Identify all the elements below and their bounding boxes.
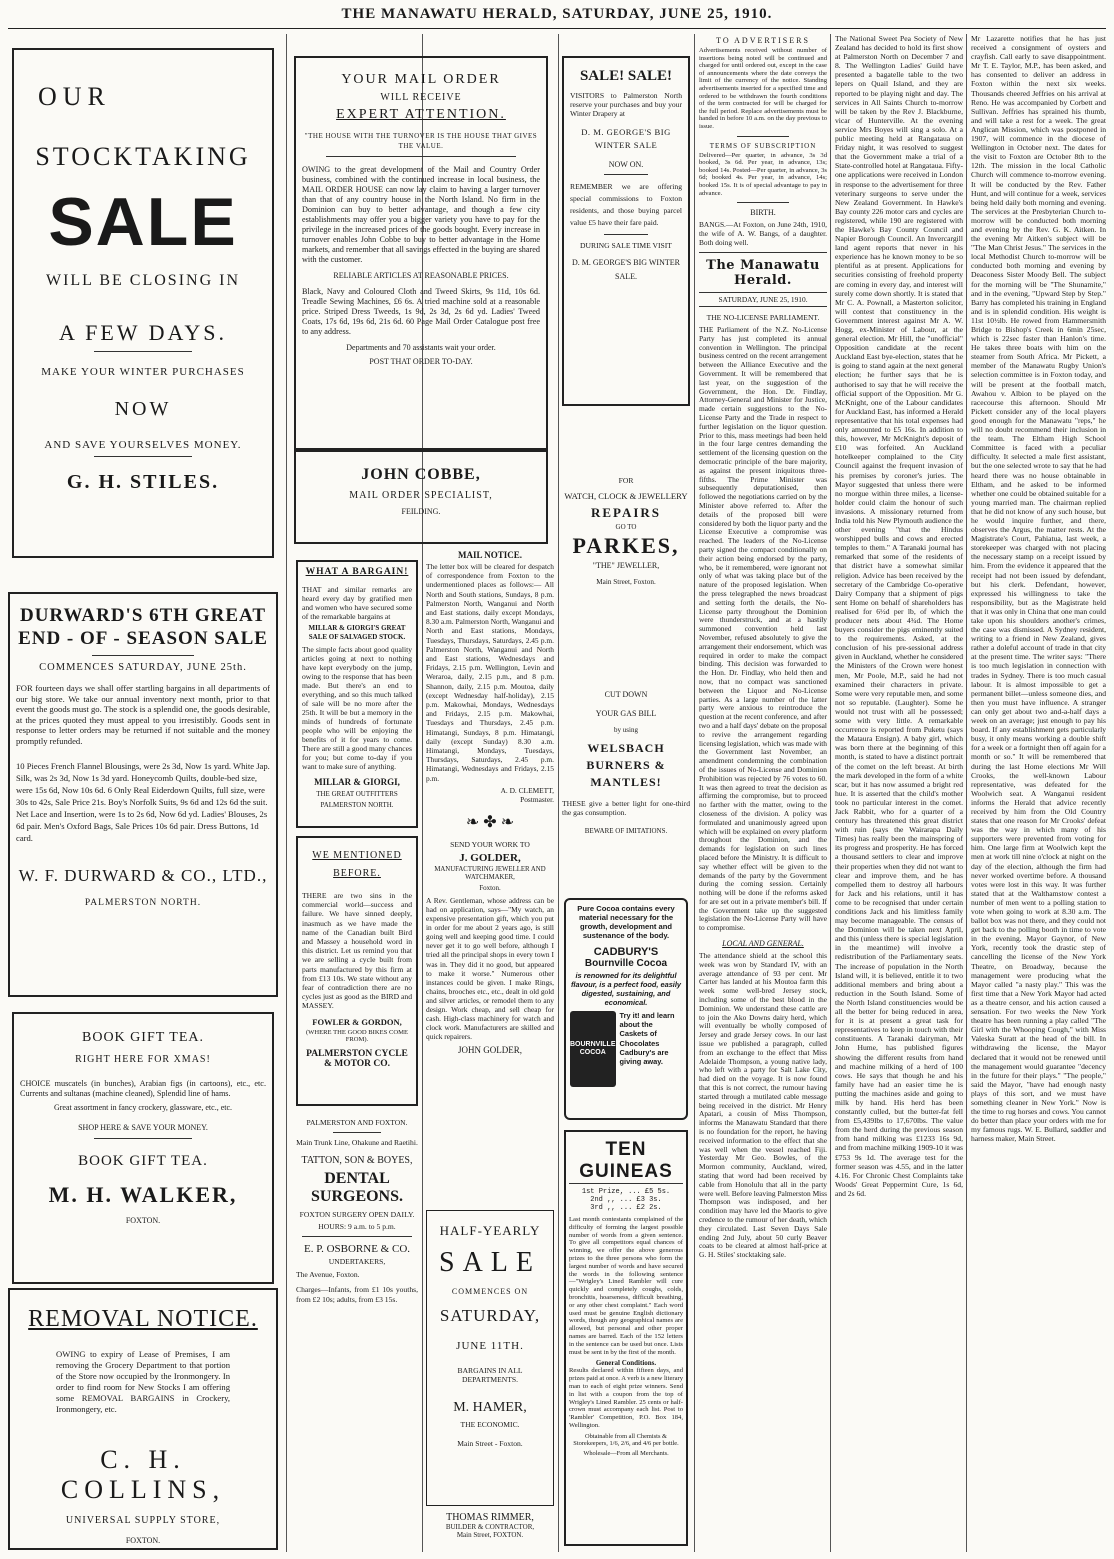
cobbe-body: OWING to the great development of the Mail and Country Order business, combined with the continued increase in local business, the MAIL ORDER HOUSE can now lay claim to having a larger turnover than that of any country house in the North Island. No firm in the Dominion can buy to better advantage, and though a few city establishments may offer you a bigger variety you have to pay for the privilege in the increased prices of the goods bought. Every increase in turnover enables John Cobbe to buy to better advantage in the Home markets, and remember that all savings effected in the buying are shared with the customer.: [302, 165, 540, 264]
parkes-for: FOR: [618, 476, 634, 485]
cobbe-foot: Departments and 70 assistants wait your order.: [346, 343, 496, 352]
subscription-title: TERMS OF SUBSCRIPTION: [709, 141, 817, 150]
cadbury-name: CADBURY'S: [593, 946, 659, 958]
column-divider: [694, 34, 695, 1552]
cobbe-heading-3: EXPERT ATTENTION.: [336, 107, 506, 122]
hamer-t3: COMMENCES ON: [451, 1287, 529, 1296]
cobbe-items: Black, Navy and Coloured Cloth and Tweed Skirts, 9s 11d, 10s 6d. Treadle Sewing Machines, £6 6s. A tried machine sold at a reasonable price. Striped Dress Tweeds, 1s 9d, 2s 3d, 2s 6d yd. Ladies' Tweed Coats, 17s 6d, 19s 6d, 21s 6d. 60 Page Mail Order Catalogue post free to any address.: [302, 287, 540, 336]
stiles-our: OUR: [38, 82, 111, 111]
hamer-addr: Main Street - Foxton.: [457, 1439, 523, 1448]
golder-body: A Rev. Gentleman, whose address can be had on application, says—"My watch, an expensive presentation gift, which you put in order for me about 2 years ago, is still going well and keeping good time. I could never get it to go well before, although I tried all the principal shops in every town I was in. They did it no good, but appeared to make it worse." Numerous other instances could be given. I make Rings, chains, brooches etc., etc., dealt in old gold and silver articles, or remodel them to any design. Work cheap, and sell cheap for cash. High-class machinery for watch and clock work. Manufacturers are skilled and quick repairers.: [426, 895, 554, 1042]
guineas-body-2: Results declared within fifteen days, and prizes paid at once. A verb is a new literary man to each of eight prize winners. Send in list with a coupon from the top of Wrigley's Lined Rambler. 25 cents or half-crown must accompany each list. Post to 'Rambler' Competition, P.O. Box 184, Wellington.: [569, 1367, 683, 1429]
stiles-save: AND SAVE YOURSELVES MONEY.: [44, 439, 242, 451]
walker-xmas: RIGHT HERE FOR XMAS!: [75, 1054, 211, 1065]
cocoa-tin-icon: [570, 1011, 616, 1087]
divider: [326, 156, 516, 157]
cadbury-body: is renowned for its delightful flavour, is a perfect food, easily digested, sustaining, and economical.: [570, 971, 682, 1007]
golder-heading: SEND YOUR WORK TO: [450, 839, 530, 849]
hamer-sub: THE ECONOMIC.: [460, 1420, 520, 1429]
guineas-foot-2: Wholesale—From all Merchants.: [583, 1449, 669, 1457]
collins-ad: [8, 1288, 278, 1550]
rimmer-sub: BUILDER & CONTRACTOR,: [445, 1523, 535, 1531]
durward-town: PALMERSTON NORTH.: [84, 898, 202, 908]
george-ad: [562, 56, 690, 406]
guineas-prize-2: 2nd ,, ... £3 3s.: [590, 1196, 662, 1204]
millar-title: WHAT A BARGAIN!: [305, 567, 409, 577]
column-3-lower: [296, 1112, 418, 1552]
dental-head: PALMERSTON AND FOXTON.: [306, 1118, 408, 1127]
cobbe-mail-order-ad: [294, 56, 548, 450]
durward-firm: W. F. DURWARD & CO., LTD.,: [18, 866, 268, 885]
george-body-2: REMEMBER we are offering special commissions to Foxton residents, and those buying parcel value £5 have their fare paid.: [570, 182, 682, 227]
rimmer-addr: Main Street, FOXTON.: [456, 1531, 524, 1539]
welsbach-ad: [562, 690, 690, 890]
walker-title-2: BOOK GIFT TEA.: [78, 1153, 208, 1169]
welsbach-foot: BEWARE OF IMITATIONS.: [584, 827, 668, 835]
cobbe-address-ad: [294, 450, 548, 544]
ornament-icon: ❧ ✤ ❧: [465, 813, 515, 831]
hamer-ad: [426, 1210, 554, 1506]
guineas-prize-3: 3rd ,, ... £2 2s.: [590, 1204, 662, 1212]
osborne-name: E. P. OSBORNE & CO.: [303, 1243, 411, 1255]
divider: [92, 655, 194, 656]
cobbe-subhead: RELIABLE ARTICLES AT REASONABLE PRICES.: [333, 271, 509, 280]
millar-firm: MILLAR & GIORGI,: [314, 777, 400, 787]
welsbach-t3: by using: [614, 726, 638, 734]
divider: [604, 234, 649, 235]
local-title: LOCAL AND GENERAL.: [722, 939, 804, 949]
paper-date: SATURDAY, JUNE 25, 1910.: [699, 292, 827, 307]
cobbe-slogan: "THE HOUSE WITH THE TURNOVER IS THE HOUSE THAT GIVES THE VALUE.: [304, 132, 538, 150]
column-8: [971, 34, 1106, 1552]
welsbach-t4: WELSBACH BURNERS & MANTLES!: [586, 741, 666, 789]
hamer-t2: SALE: [439, 1247, 541, 1278]
millar-sub: THE GREAT OUTFITTERS: [316, 790, 398, 798]
walker-title: BOOK GIFT TEA.: [82, 1030, 204, 1045]
guineas-h2: General Conditions.: [595, 1359, 657, 1368]
parkes-ad: [562, 476, 690, 616]
cycle-firm: FOWLER & GORDON,: [312, 1016, 402, 1027]
golder-name: J. GOLDER,: [459, 851, 521, 864]
welsbach-t2: YOUR GAS BILL: [595, 709, 657, 718]
cycle-name: PALMERSTON CYCLE & MOTOR CO.: [306, 1048, 408, 1069]
parkes-sub: "THE" JEWELLER,: [592, 561, 660, 570]
george-title: SALE! SALE!: [579, 68, 673, 84]
mail-notice-body: The letter box will be cleared for despatch of correspondence from Foxton to the undermentioned places as follows:— All North and South stations, Sundays, 8 p.m. Palmerston North, Wanganui and North and East stations, daily except Mondays, 8.30 a.m. Palmerston North, Wanganui and North and East stations, Mondays, Tuesdays, Thursdays, Saturdays, 2.45 p.m. Palmerston North, Wanganui and North and East stations, Wednesdays and Fridays, 2.15 p.m. Wellington, Levin and Weraroa, daily, 2.15 p.m., and 8 p.m. Shannon, daily, 2.15 p.m. Moutoa, daily (except Wednesday half-holiday), 2.15 p.m. Makowhai, Mondays, Wednesdays and Fridays, 2.15 p.m. Makowhai, Tuesdays and Thursdays, 2.45 p.m. Himatangi, Sundays, 8 p.m. Himatangi, daily (except Sunday) 8.30 a.m. Himatangi, Mondays, Tuesdays, Thursdays, Saturdays, 2.45 p.m. Himatangi, Wednesdays and Fridays, 2.15 p.m.: [426, 562, 554, 783]
mail-notice-title: MAIL NOTICE.: [457, 550, 522, 560]
guineas-foot: Obtainable from all Chemists & Storekeepers, 1/6, 2/6, and 4/6 per bottle.: [573, 1432, 679, 1448]
golder-town: Foxton.: [479, 883, 501, 892]
dental-sub: FOXTON SURGERY OPEN DAILY.: [299, 1210, 415, 1219]
parkes-go: GO TO: [615, 523, 637, 531]
walker-body: CHOICE muscatels (in bunches), Arabian figs (in cartoons), etc., etc. Currents and sultanas (machine cleaned), Splendid line of hams.: [20, 1079, 266, 1098]
divider: [737, 202, 788, 203]
stiles-few-days: A FEW DAYS.: [58, 320, 228, 345]
cobbe-title: MAIL ORDER SPECIALIST,: [349, 490, 493, 501]
cycle-sub: (WHERE THE GOOD BIKES COME FROM).: [305, 1028, 409, 1043]
george-visit: DURING SALE TIME VISIT: [580, 241, 672, 250]
rimmer-ad: [426, 1512, 554, 1552]
advertisers-body: Advertisements received without number of insertions being noted will be continued and charged for until ordered out, except in the case of announcements where the date conveys the limit of the currency of the notice. Standing advertisements inserted for a specified time and ordered to be withdrawn the fourth conditions of the term contracted for will be charged for the full period. Replace advertisements must be handed in before 10 a.m. on the day previous to issue.: [699, 47, 827, 130]
walker-crockery: Great assortment in fancy crockery, glassware, etc., etc.: [53, 1103, 233, 1112]
hamer-t4: SATURDAY,: [439, 1306, 541, 1325]
masthead: THE MANAWATU HERALD, SATURDAY, JUNE 25, 1910.: [341, 6, 773, 22]
divider: [604, 174, 649, 175]
cobbe-town: FEILDING.: [401, 507, 441, 516]
stiles-now: NOW: [114, 398, 172, 420]
editorial-body: THE Parliament of the N.Z. No-License Party has just completed its annual convention in Wellington. The principal business centred on the recent arrangement between the Alliance Executive and the Government. It will be remembered that last year, on the suggestion of the Government, the Hon. Dr. Findlay, Attorney-General and Minister for Justice, made certain suggestions to the No-License Party and the Trade in respect to further legislation on the liquor question. Prior to this, mass meetings had been held in the four large centres demanding the settlement of the licensing question on the democratic principle of the bare majority, as against the present iniquitous three-fifths. The Prime Minister was subsequently deputationised, then followed the negotiations carried on by the Minister above referred to. After the details of the proposed bill were considered by both the liquor party and the License Executive a compromise was reached. The leaders of the No-License party signed the compact conditionally on their action being endorsed by the party, who, be it remembered, were ignorant not only of what was taking place but of the nature of the proposed legislation. When the press telegraphed the news broadcast and setting forth the details, the No-License party throughout the Dominion were thunderstruck, and at a hastily summoned convention held last November, refused absolutely to give the arrangement their endorsement, which was required in order to make the compact binding. This decision was forwarded to the Hon. Dr. Findlay, who held then and now, that no compact was sanctioned between the Liquor and No-License parties. As a large number of the latter party were anxious to reintroduce the question at the recent conference, and after two and a half days' debate on the proposal to revive the arrangement regarding licensing legislation, which was made with the Government last November, an amendment condemning the combination of the issues of No-License and Dominion Prohibition was rejected by 76 votes to 60. It was then agreed to treat the decision as affirming the compromise, but to proceed no farther with the matter, owing to the closeness of the division. A policy was formulated and unanimously agreed upon which will be explained on every platform throughout the Dominion, and the demands for legislation on such lines placed before the Ministry. It is difficult to say whether effect will be given to the demands of the party by the Government during the coming session. Certainly nothing will be done if the reforms asked for are set out in a private member's bill. If the Government take up the suggested legislation the No-License Party will have to compromise.: [699, 325, 827, 933]
column-divider: [966, 34, 967, 1552]
column-divider: [558, 34, 559, 1552]
osborne-body: Charges—Infants, from £1 10s youths, from £2 10s; adults, from £3 15s.: [296, 1285, 418, 1304]
mail-notice-role: Postmaster.: [520, 794, 554, 804]
editorial-title: THE NO-LICENSE PARLIAMENT.: [706, 313, 820, 323]
millar-body-2: The simple facts about good quality articles going at next to nothing have kept everybody on the jump, owing to the response that has been made. But there's an end to everything, and so this much talked of sale will be no more after the 25th. It will be but a memory in the minds of hundreds of fortunate people who will be enjoying the benefits of it for years to come. There are still a good many chances for you; but come to-day if you want to make sure of anything.: [302, 645, 412, 771]
cadbury-ad: [564, 898, 688, 1120]
cadbury-product: Bournville Cocoa: [584, 958, 668, 969]
palmerston-cycle-ad: [296, 836, 418, 1106]
george-now-on: NOW ON.: [608, 160, 644, 169]
stiles-name: G. H. STILES.: [66, 471, 220, 493]
local-body: The attendance shield at the school this week was won by Standard IV, with an average attendance of 93 per cent. Mr Carter has landed at his Moutoa farm this week some well-bred Jersey stock, including some of the best blood in the Dominion. We understand these cattle are to join the Ako Downs dairy herd, which will eventually be wholly composed of Jersey and grade Jersey cows. In our last issue we published a paragraph, culled from an exchange to the effect that Miss Adelaide Thompson, a young native lady, who left with a party for Salt Lake City, had died on the voyage. It is now found that this is not correct, the rumour having started through a mutilated cable message being received in the district. Mr Henry Apatari, a cousin of Miss Thompson, informs the Manawatu Standard that there is no foundation for the report, he having received information to the effect that she was well when the vessel reached Fiji. Yesterday Mr Geo. Bowles, of the Mormon community, Auckland, wired, stating that word had been received by cable from Honolulu that all in the party were well. Before leaving Palmerston Miss Thompson was indisposed, and her condition may have led the Maoris to give credence to the rumour of her death, which they circulated. Last Seven Days Sale ending 2nd July, about 50 curly Beaver coats to be cleared at almost half-price at G. H. Stiles' stocktaking sale.: [699, 951, 827, 1260]
parkes-addr: Main Street, Foxton.: [596, 578, 656, 586]
cadbury-head: Pure Cocoa contains every material necessary for the growth, development and sustenance of the body.: [577, 904, 675, 940]
cocoa-tin-label: BOURNVILLE COCOA: [570, 1041, 616, 1056]
cobbe-heading-1: YOUR MAIL ORDER: [341, 72, 501, 87]
birth-title: BIRTH.: [750, 208, 776, 218]
osborne-addr: The Avenue, Foxton.: [296, 1270, 360, 1279]
rimmer-name: THOMAS RIMMER,: [446, 1512, 534, 1523]
hamer-t6: BARGAINS IN ALL DEPARTMENTS.: [457, 1366, 523, 1384]
dental-firm: TATTON, SON & BOYES,: [301, 1155, 413, 1166]
birth-body: BANGS.—At Foxton, on June 24th, 1910, the wife of A. W. Bangs, of a daughter. Both doing well.: [699, 220, 827, 248]
stiles-sale: SALE: [48, 184, 238, 260]
welsbach-t1: CUT DOWN: [604, 690, 648, 699]
col7-news: Mr Lazarette notifies that he has just received a consignment of oysters and crayfish. Call early to save disappointment. Mr T. E. Taylor, M.P., has been asked, and has consented to deliver an address in Foxton within the next six weeks. Thousands cheered Jeffries on his arrival at Reno. He was accompanied by Corbett and Sullivan. Jeffries has sprained his thumb, and will take a rest for a week. The great Anglican Mission, which was postponed in 1907, will commence in the diocese of Wellington in October next. The dates for the visit to Foxton are October 8th to the 12th. The mission in the local Catholic Church will commence to-morrow evening. It will be conducted by the Rev. Father Hunt, and will continue for a week, services being held daily both morning and evening. The services at the Presbyterian Church to-morrow will be conducted both morning and evening by the Rev. G. K. Aitken. In the evening Mr Aitken's subject will be "The Man Christ Jesus." The services in the local Methodist Church to-morrow will be conducted both morning and evening by Deaconess Sister Moody Bell. The subject for the morning will be "The Shunamite," and in the evening, "Upward Step by Step." Barry has completed his training in England and is in splendid condition. His weight is 11st 10½lb. He rowed from Hammersmith Bridge to Bishop's Creek in 6min 25sec, which is 22sec faster than Hanlon's time. He takes three boats with him on the steamer from South Africa. Mr Pickett, a member of the Manawatu Rugby Union's selection committee is in Foxton today, and will be present at the football match, Awahou v. Albion to be played on the racecourse this afternoon. Should Mr Pickett consider any of the local players good enough for the Manawatu "reps," he will no doubt recommend their inclusion in the team. The Eltham High School Committee is faced with a peculiar difficulty. It selected a male first assistant, but the one selected wrote to say that he had heard there was no house obtainable in Eltham, and he asked to be informed whether one could be obtained suitable for a young married man. The chairman replied that he did not know of any such house, but he would inquire further, and there, observes the Argus, the matter rests. At the Magistrate's Court, Pahiatua, last week, a storekeeper was charged with not placing the necessary stamp on a receipt issued by him. From the evidence it appeared that the receipt had not been issued by defendant, but his clerk. Defendant, however, expressed his willingness to take the responsibility, but as the Magistrate held that it was only in China that one man could take upon his shoulders another's crimes, the case was dismissed. A Sydney resident, writing to a friend in New Zealand, gives rather a doleful account of trade in that city at the present time. The writer says: "There is too much legislation in connection with trades in Sydney. There is too much casual labour. It is almost impossible to get a permanent billet—unless someone dies, and then you must have influence. A stranger can only get about two and-a-half days a week on an average; just enough to pay his board. If any establishment gets particularly busy, it only means working a double shift for a week or a fortnight then off again for a month or so." It will be remembered that during the last Home elections Mr Will Crooks, the well-known Labour representative, was defeated for the Woolwich seat. A Wanganui resident informs the Herald that advice recently received by him from the Old Country states that one reason for Mr Crooks' defeat was the way in which many of his supporters were prevented from voting for him. One large firm at Woolwich kept the men at work till nine o'clock at night on the day of the election, although the firm had never worked overtime before. A thousand votes were lost in this way. It was further stated that at the Walthamstow contest a number of men went to a polling station to vote when going to work at 8.30 a.m. The ballot box was not there, and they could not get back to the polling booth in time to vote in the evening. Mayor Gaynor, of New York, recently took the drastic step of cancelling the license of the New York Theatre, on Broadway, because the management were producing what the Mayor called "a nasty play." This was the first time that a New York Mayor had acted as a theatre censor, and his action caused a sensation. For two weeks the New York theatre has been running a play called "The Girl with the Whooping Cough," with Miss Valeska Suratt at the head of the bill. In withdrawing the license, the Mayor declared that it would not be renewed until the management would guarantee "decency in the future for their plays." "The people," said the Mayor, "have had enough nasty plays of this sort, and we must have something cleaner in New York." Now is the time to rug horses and cows. You cannot do better than place your orders with me for my famous rugs. W. E. Bullard, saddler and harness maker, Main Street.: [971, 34, 1106, 1144]
divider: [94, 456, 192, 457]
golder-sub: MANUFACTURING JEWELLER AND WATCHMAKER,: [434, 865, 546, 881]
stiles-stocktaking: STOCKTAKING: [35, 142, 251, 171]
cobbe-post: POST THAT ORDER TO-DAY.: [369, 357, 473, 366]
cycle-title: WE MENTIONED BEFORE.: [312, 850, 402, 879]
divider: [699, 252, 827, 253]
guineas-title: TEN GUINEAS: [569, 1139, 683, 1184]
column-divider: [286, 34, 287, 1552]
durward-title: DURWARD'S 6TH GREAT END - OF - SEASON SALE: [18, 605, 268, 649]
collins-name: C. H. COLLINS,: [60, 1445, 226, 1504]
parkes-watch: WATCH, CLOCK & JEWELLERY: [564, 491, 688, 501]
masthead-rule: [8, 28, 1106, 29]
hamer-t1: HALF-YEARLY: [439, 1223, 541, 1238]
divider: [302, 1236, 412, 1237]
millar-subhead: MILLAR & GIORGI'S GREAT SALE OF SALVAGED STOCK.: [308, 624, 406, 641]
golder-foot: JOHN GOLDER,: [458, 1045, 522, 1056]
stiles-winter: MAKE YOUR WINTER PURCHASES: [41, 366, 245, 378]
collins-sub: UNIVERSAL SUPPLY STORE,: [65, 1515, 221, 1526]
walker-name: M. H. WALKER,: [48, 1182, 238, 1207]
col6-news: The National Sweet Pea Society of New Zealand has decided to hold its first show at Palmerston North on December 7 and 8. The Wellington Ladies' Guild have presented a bagatelle table to the two lepers on Quail Island, and they are reported to be playing night and day. The services in All Saints Church to-morrow will be taken by the Rev J. Blackburne, vicar of Hunterville. At the evening service Mrs Boyes will sing a solo. At a public meeting held at Rangataua on Friday night, it was resolved to suggest that the Government make a trial of a State-controlled hotel at Rangataua. Fifty-one applications were received in London in response to the advertisement for three veterinary surgeons to serve under the New Zealand Government. In Hawke's Bay county 226 motor cars and cycles are registered, while 190 are registered with the Hawke's Bay County Council and Napier Borough Council. An Invercargill land agent reports that never in his experience has he known money to be so plentiful as at present. Applications for securities consisting of freehold property are coming in every day, and interest will surely come down shortly. It is stated that Mr C. A. Pownall, a Masterton solicitor, will contest that constituency in the Government interest against Mr A. W. Hogg, ex-Minister of Labour, at the general election. Mr Hill, the "unofficial" Opposition candidate at the recent Auckland East bye-election, states that he is going to stand again at the next general election; he further says that he is authorised to say that he will receive the official support of the Opposition. Mr G. McKnight, one of the Labour candidates for Auckland East, has informed a Herald representative that his total expenses had only amounted to £5 16s. In addition to this, however, Mr McKnight's deposit of £10 was forfeited. An Auckland hotelkeeper complained to the City Council against the frequent invasion of his premises by coroner's juries. The Mayor suggested that unless there were no morgue within three miles, a license-holder could claim the honour of such invasions. A missionary returned from India told his New Plymouth audience the other evening "that the Hindus worshipped bulls and cows and erected temples to them." A Taranaki journal has remarked that some of the residents of that district have a somewhat similar religion. Advice has been received by the secretary of the Cambridge Co-operative Dairy Company that a shipment of pigs sent Home on behalf of shareholders has realised for 6½d per lb, of which the producer nets about 4¾d. The Home buyers consider the pigs eminently suited to the requirements. Asked, at the conclusion of his pre-sessional address given in Auckland, whether he considered the Ministers of the Crown were honest men, Mr Poole, M.P., said he had not examined their characters in private. Some were very reputable men, and some not so reputable. (Laughter). Some he would not trust with all he possessed; some with very little. A remarkable occurrence is reported from Puketu (says the Mataura Ensign). A baby girl, which was born there at the beginning of this month, is stated to have a distinct portrait of the comet on the left breast. At birth the mark developed in the form of a white scar, but it has now assumed a bright red hue. It is asserted that the child's mother took no particular interest in the comet. Jack Rabbit, who for a quarter of a century has threatened this great district with ruin (says the Wairarapa Daily Times) has really been the mainspring of its progress and prosperity. He has forced a thousand settlers to clear and improve their properties when they did not want to clear and improve them, and he has compelled them to destroy all harbours for Jack and his relations, until it has come to be recognised that under certain conditions Jack and his limitless family may become manageable. The census of the Dominion will be taken next April, and this (unless there is special legislation in the meantime) will involve a redistribution of the Parliamentary seats. The increase of population in the North Island will, it is believed, entitle it to two additional members and bring about a reduction in the South Island. Some of the North Island constituencies would be all the better for being reduced in area, for it is at present a great task for representatives to keep in touch with their constituents. A Taranaki dairyman, Mr John Hume, has published figures showing the different results from hand and machine milking of a herd of 100 cows. He says that though he and his family have had an easier time he is putting the machines aside and going to milk by hand. His herd has been constantly culled, but the butter-fat fell from £5,439lbs to 17,670lbs. The value from the herd during the previous season from hand milking was £1233 16s 9d, and from machine milking 1909-10 it was £753 9s 1d. The average test for the former season was 4.55, and in the latter 4.16. For Chronic Chest Complaints take Woods' Great Peppermint Cure, 1s 6d, and 2s 6d.: [835, 34, 963, 1198]
durward-items: 10 Pieces French Flannel Blousings, were 2s 3d, Now 1s yard. White Jap. Silk, was 2s 3d, Now 1s 3d yard. Honeycomb Quilts, double-bed size, were 15s 6d, Now 10s 6d. 6 Only Real Eiderdown Quilts, full size, were 30s to 42s, Sale Price 21s. Boy's Norfolk Suits, 9s 6d and 12s 6d the suit. Net Lace and Insertion, were 1s to 2s 6d, Now 6d yd. Ladies' Blouses, 2s 6d pair. Men's Oxford Bags, Sale Prices 10s 6d pair. Dress Buttons, 1d card.: [16, 761, 270, 843]
durward-body: FOR fourteen days we shall offer startling bargains in all departments of our big store. We take our annual inventory next month, prior to that event the goods must go. The stock is a splendid one, the goods desirable, at the prices quoted they must appeal to you irresistibly. Goods sent in response to letter orders may be returned if not suitable and the money promptly refunded.: [16, 683, 270, 746]
cobbe-heading-2: WILL RECEIVE: [380, 92, 462, 103]
cadbury-side: Try it! and learn about the Caskets of Chocolates Cadbury's are giving away.: [619, 1011, 675, 1067]
advertisers-title: TO ADVERTISERS: [716, 36, 810, 45]
subscription-body: Delivered—Per quarter, in advance, 3s 3d booked, 3s 6d. Per year, in advance, 13s; booked 14s. Posted—Per quarter, in advance, 3s 6d; booked 4s. Per year, in advance, 14s; booked 15s. It is of special advantage to pay in advance.: [699, 151, 827, 197]
millar-town: PALMERSTON NORTH.: [320, 801, 394, 809]
divider: [333, 1132, 382, 1133]
parkes-name: PARKES,: [572, 533, 680, 558]
cycle-body: THERE are two sins in the commercial world—success and failure. We have sinned deeply, inasmuch as we have made the name of the Canadian built Bird and Massey a household word in this district. Let us remind you that we are selling a cycle built from parts manufactured by this firm at from £13 10s. We state without any fear of contradiction there are no cycles just as good as the BIRD and MASSEY.: [302, 891, 412, 1011]
millar-body-1: THAT and similar remarks are heard every day by gratified men and women who have secured some of the remarkable bargains at: [302, 585, 412, 621]
collins-title: REMOVAL NOTICE.: [28, 1306, 258, 1332]
guineas-ad: [564, 1130, 688, 1546]
cobbe-name: JOHN COBBE,: [361, 466, 481, 483]
hamer-t5: JUNE 11TH.: [456, 1340, 524, 1352]
walker-shop: SHOP HERE & SAVE YOUR MONEY.: [78, 1123, 208, 1132]
walker-ad: [12, 1012, 274, 1284]
stiles-ad: [12, 48, 274, 558]
parkes-repairs: REPAIRS: [590, 505, 662, 520]
dental-title: DENTAL SURGEONS.: [310, 1170, 404, 1205]
dental-hours: HOURS: 9 a.m. to 5 p.m.: [318, 1222, 396, 1231]
column-6: [699, 34, 827, 1552]
mail-notice-sign: A. D. CLEMETT,: [500, 785, 554, 795]
column-7: [835, 34, 963, 1552]
column-divider: [830, 34, 831, 1552]
dental-line: Main Trunk Line, Ohakune and Raetihi.: [296, 1138, 418, 1147]
stiles-closing: WILL BE CLOSING IN: [45, 272, 241, 289]
durward-ad: [8, 592, 278, 997]
collins-body: OWING to expiry of Lease of Premises, I am removing the Grocery Department to that portion of the Store now occupied by the Ironmongery. In order to find room for New Stocks I am offering some REMOVAL BARGAINS in Crockery, Ironmongery, etc.: [56, 1349, 230, 1414]
divider: [737, 136, 788, 137]
george-visit-2: D. M. GEORGE'S BIG WINTER SALE.: [572, 258, 680, 281]
george-body: VISITORS to Palmerston North reserve your purchases and buy your Winter Drapery at: [570, 91, 682, 118]
collins-town: FOXTON.: [125, 1536, 161, 1545]
walker-town: FOXTON.: [125, 1216, 161, 1225]
millar-ad: [296, 560, 418, 828]
divider: [94, 351, 192, 352]
durward-sub: COMMENCES SATURDAY, JUNE 25th.: [39, 662, 247, 673]
george-sale: D. M. GEORGE'S BIG WINTER SALE: [581, 127, 671, 150]
hamer-name: M. HAMER,: [453, 1400, 527, 1415]
osborne-sub: UNDERTAKERS,: [328, 1257, 386, 1266]
welsbach-body: THESE give a better light for one-third the gas consumption.: [562, 799, 690, 817]
guineas-body: Last month contestants complained of the difficulty of forming the largest possible number of words from a given sentence. To give all competitors equal chances of winning, we offer the above generous prizes to the three persons who form the largest number of words and have secured the words in the following sentence—"Wrigley's Lined Rambler will cure quickly and completely coughs, colds, bronchitis, hoarseness, difficult breathing, or any other chest complaint." Each word used must be genuine English dictionary words, though any geographical names are allowed, but personal and other proper names are barred. Each of the 152 letters in the sentence can be used but once. Lists must be sent in by the first of the month.: [569, 1216, 683, 1356]
divider: [94, 1138, 192, 1139]
guineas-prize-1: 1st Prize, ... £5 5s.: [581, 1188, 671, 1196]
paper-title: The Manawatu Herald.: [706, 258, 820, 289]
